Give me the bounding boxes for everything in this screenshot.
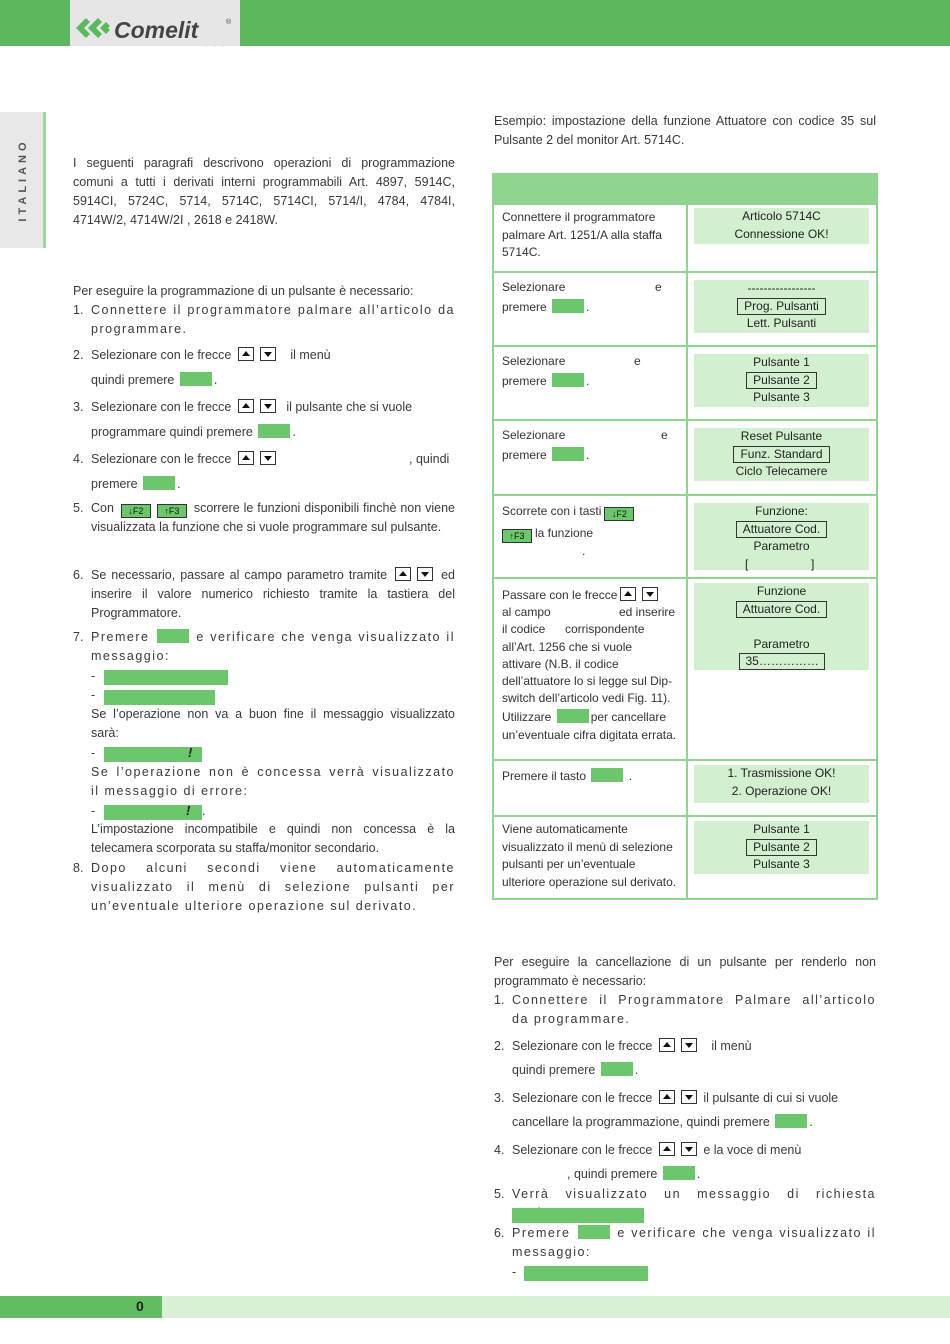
row-3-screen: Pulsante 1 Pulsante 2 Pulsante 3 — [694, 354, 869, 407]
ok-key-icon — [591, 768, 623, 782]
example-table — [492, 173, 878, 900]
ok-key-icon — [552, 447, 584, 461]
f3-key-icon: ↑F3 — [157, 504, 187, 518]
logo-text: Comelit — [114, 17, 199, 43]
logo-dots: · · · — [205, 43, 226, 50]
table-header — [494, 175, 876, 205]
step-4-cont: premere . — [91, 477, 181, 491]
ok-key-icon — [180, 372, 212, 386]
step-1: 1. Connettere il programmatore palmare all’articolo da programmare. — [73, 303, 455, 336]
row-8-screen: Pulsante 1 Pulsante 2 Pulsante 3 — [694, 821, 869, 874]
ok-key-icon — [578, 1225, 610, 1239]
row-2-screen: ----------------- Prog. Pulsanti Lett. Pulsanti — [694, 280, 869, 333]
row-1-screen: Articolo 5714C Connessione OK! — [694, 208, 869, 244]
step-2: 2. Selezionare con le frecce il menù — [73, 348, 331, 362]
page-number: 0 — [136, 1298, 144, 1314]
logo-registered: ® — [226, 19, 232, 26]
arrow-down-icon — [681, 1038, 697, 1052]
cancel-step-2-cont: quindi premere . — [512, 1063, 639, 1077]
ok-key-icon — [258, 424, 290, 438]
row-4-instruction: Selezionare e premere . — [502, 428, 668, 462]
comelit-logo-icon — [76, 16, 110, 40]
arrow-up-icon — [238, 347, 254, 361]
step-7: 7. Premere e verificare che venga visualizzato il messaggio: — [73, 630, 455, 663]
step-4: 4. Selezionare con le frecce , quindi — [73, 452, 450, 466]
ok-key-icon — [157, 629, 189, 643]
step-2-cont: quindi premere . — [91, 373, 218, 387]
arrow-up-icon — [659, 1038, 675, 1052]
arrow-up-icon — [620, 587, 636, 601]
cancel-step-3-cont: cancellare la programmazione, quindi premere . — [512, 1115, 813, 1129]
arrow-down-icon — [260, 347, 276, 361]
arrow-down-icon — [681, 1142, 697, 1156]
step-3: 3. Selezionare con le frecce il pulsante che si vuole — [73, 400, 413, 414]
cancel-step-1: 1. Connettere il Programmatore Palmare all’articolo da programmare. — [494, 993, 876, 1026]
intro-paragraph: I seguenti paragrafi descrivono operazioni di programmazione comuni a tutti i derivati interni programmabili Art. 4897, 5914C, 5914CI, 5724C, 5714, 5714C, 5714CI, 5714/I, 4784, 4784I, 4714W/2, 4714W/2I , 2618 e 2418W. — [73, 156, 455, 227]
cancel-step-6: 6. Premere e verificare che venga visualizzato il messaggio: — [494, 1226, 876, 1259]
step-6: 6. Se necessario, passare al campo parametro tramite ed inserire il valore numerico richiesto tramite la tastiera del Programmatore. — [73, 568, 455, 620]
step-3-cont: programmare quindi premere . — [91, 425, 296, 439]
message-confirm-request — [512, 1208, 644, 1223]
row-6-screen: Funzione Attuatore Cod. Parametro 35…………… — [694, 583, 869, 670]
programming-lead: Per eseguire la programmazione di un pulsante è necessario: — [73, 284, 414, 298]
cancel-step-2: 2. Selezionare con le frecce il menù — [494, 1039, 752, 1053]
cancel-step-3: 3. Selezionare con le frecce il pulsante di cui si vuole — [494, 1091, 839, 1105]
arrow-down-icon — [260, 399, 276, 413]
row-7-instruction: Premere il tasto . — [502, 769, 633, 783]
row-3-instruction: Selezionare e premere . — [502, 354, 641, 388]
step-8: 8. Dopo alcuni secondi viene automaticamente visualizzato il menù di selezione pulsanti per un’eventuale ulteriore operazione sul derivato. — [73, 861, 455, 913]
arrow-up-icon — [238, 399, 254, 413]
f2-key-icon: ↓F2 — [604, 507, 634, 521]
step-5: 5. Con ↓F2 ↑F3 scorrere le funzioni disponibili finchè non viene visualizzata la funzione che si vuole programmare sul pulsante. — [73, 501, 456, 534]
row-5-screen: Funzione: Attuatore Cod. Parametro [ ] — [694, 503, 869, 570]
arrow-down-icon — [417, 567, 433, 581]
example-text: Esempio: impostazione della funzione Attuatore con codice 35 sul Pulsante 2 del monitor Art. 5714C. — [494, 114, 876, 147]
cancel-step-4: 4. Selezionare con le frecce e la voce di menù — [494, 1143, 802, 1157]
ok-key-icon — [601, 1062, 633, 1076]
message-operation-ok — [104, 690, 215, 705]
row-2-instruction: Selezionare e premere . — [502, 280, 662, 314]
message-transmission-ok — [104, 670, 228, 685]
arrow-up-icon — [238, 451, 254, 465]
f2-key-icon: ↓F2 — [121, 504, 151, 518]
logo — [70, 0, 240, 46]
row-1-instruction: Connettere il programmatore palmare Art. 1251/A alla staffa 5714C. — [502, 210, 662, 259]
language-label: ITALIANO — [17, 138, 29, 222]
row-6-instruction: Passare con le frecce al campo ed inserire il codice corrispondente all’Art. 1256 che si vuole attivare (N.B. il codice dell’attuatore lo si legge sul Dip- switch dell’articolo vedi Fig. 11). Utilizzare per cancellare un’eventuale cifra digitata errata. — [502, 588, 677, 742]
row-8-instruction: Viene automaticamente visualizzato il menù di selezione pulsanti per un’eventuale ulteriore operazione sul derivato. — [502, 822, 677, 889]
denied-text: Se l’operazione non è concessa verrà visualizzato il messaggio di errore: — [91, 765, 455, 798]
arrow-up-icon — [659, 1142, 675, 1156]
cancel-key-icon — [557, 709, 589, 723]
row-4-screen: Reset Pulsante Funz. Standard Ciclo Telecamere — [694, 428, 869, 481]
incompatible-note: L’impostazione incompatibile e quindi non concessa è la telecamera scorporata su staffa/monitor secondario. — [91, 822, 455, 855]
cancel-step-4-cont: , quindi premere . — [567, 1167, 701, 1181]
arrow-down-icon — [642, 587, 658, 601]
ok-key-icon — [775, 1114, 807, 1128]
row-5-instruction: Scorrete con i tasti ↓F2 ↑F3 la funzione . — [502, 503, 682, 561]
f3-key-icon: ↑F3 — [502, 529, 532, 543]
language-tab — [0, 112, 46, 248]
ok-key-icon — [552, 373, 584, 387]
ok-key-icon — [663, 1166, 695, 1180]
cancellation-lead: Per eseguire la cancellazione di un pulsante per renderlo non programmato è necessario: — [494, 955, 876, 988]
arrow-up-icon — [395, 567, 411, 581]
arrow-down-icon — [681, 1090, 697, 1104]
fail-text: Se l’operazione non va a buon fine il messaggio visualizzato sarà: — [91, 707, 455, 740]
row-7-screen: 1. Trasmissione OK! 2. Operazione OK! — [694, 765, 869, 803]
ok-key-icon — [143, 476, 175, 490]
cancel-step-5: 5. Verrà visualizzato un messaggio di richiesta — [494, 1187, 876, 1201]
ok-key-icon — [552, 299, 584, 313]
arrow-up-icon — [659, 1090, 675, 1104]
message-cancel-ok — [524, 1266, 648, 1281]
arrow-down-icon — [260, 451, 276, 465]
